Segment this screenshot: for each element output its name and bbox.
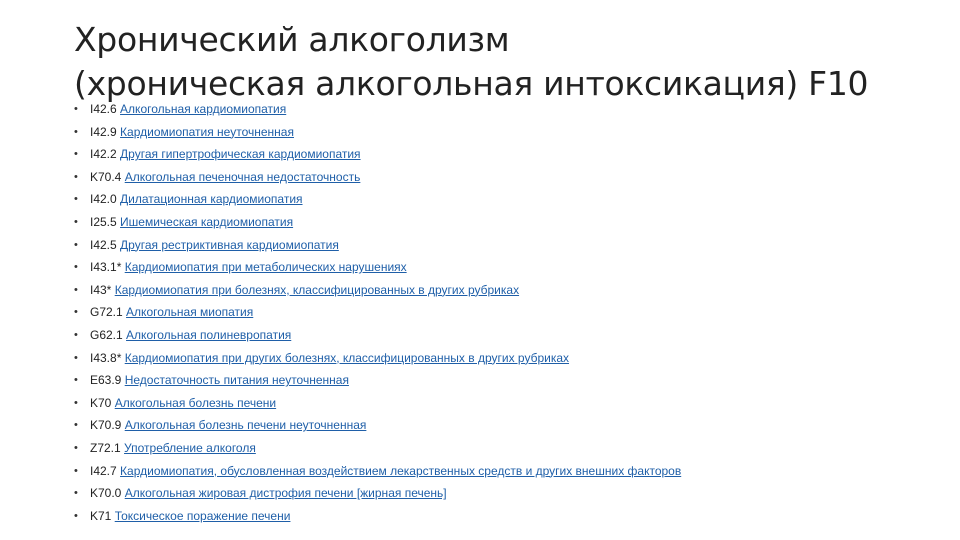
list-item bbox=[74, 460, 681, 483]
icd-code: I42.9 bbox=[90, 124, 117, 139]
diagnosis-link[interactable]: Токсическое поражение печени bbox=[114, 508, 291, 523]
icd-code: K70 bbox=[90, 395, 112, 410]
list-item bbox=[74, 392, 681, 415]
bullet-icon: • bbox=[74, 419, 78, 432]
bullet-icon: • bbox=[74, 351, 78, 364]
bullet-icon: • bbox=[74, 464, 78, 477]
bullet-icon: • bbox=[74, 509, 78, 522]
list-item bbox=[74, 279, 681, 302]
diagnosis-link[interactable]: Кардиомиопатия, обусловленная воздействием лекарственных средств и других внешних факторов bbox=[120, 463, 682, 478]
list-item bbox=[74, 505, 681, 528]
icd-code: I42.2 bbox=[90, 147, 117, 162]
list-item bbox=[74, 437, 681, 460]
bullet-icon: • bbox=[74, 487, 78, 500]
diagnosis-link[interactable]: Недостаточность питания неуточненная bbox=[124, 373, 349, 388]
diagnosis-link[interactable]: Алкогольная миопатия bbox=[126, 305, 254, 320]
bullet-icon: • bbox=[74, 193, 78, 206]
diagnosis-link[interactable]: Алкогольная печеночная недостаточность bbox=[124, 169, 361, 184]
diagnosis-link[interactable]: Алкогольная болезнь печени bbox=[114, 395, 277, 410]
icd-code: K70.0 bbox=[90, 486, 122, 501]
icd-code: I43.8* bbox=[90, 350, 122, 365]
diagnosis-link[interactable]: Алкогольная жировая дистрофия печени [жирная печень] bbox=[124, 486, 447, 501]
bullet-icon: • bbox=[74, 441, 78, 454]
list-item bbox=[74, 166, 681, 189]
diagnosis-link[interactable]: Употребление алкоголя bbox=[124, 440, 256, 455]
icd-code: I25.5 bbox=[90, 214, 117, 229]
list-item bbox=[74, 256, 681, 279]
bullet-icon: • bbox=[74, 328, 78, 341]
list-item bbox=[74, 414, 681, 437]
diagnosis-link[interactable]: Кардиомиопатия при метаболических нарушениях bbox=[124, 260, 407, 275]
bullet-icon: • bbox=[74, 374, 78, 387]
list-item bbox=[74, 482, 681, 505]
diagnosis-link[interactable]: Другая рестриктивная кардиомиопатия bbox=[120, 237, 339, 252]
diagnosis-link[interactable]: Другая гипертрофическая кардиомиопатия bbox=[120, 147, 361, 162]
diagnosis-link[interactable]: Ишемическая кардиомиопатия bbox=[120, 214, 294, 229]
icd-code: I42.0 bbox=[90, 192, 117, 207]
bullet-icon: • bbox=[74, 283, 78, 296]
list-item bbox=[74, 211, 681, 234]
slide-title bbox=[74, 18, 944, 106]
list-item bbox=[74, 301, 681, 324]
icd-code: G62.1 bbox=[90, 327, 123, 342]
slide-title-line-1: Хронический алкоголизм bbox=[74, 20, 510, 59]
icd-code: Z72.1 bbox=[90, 440, 121, 455]
bullet-icon: • bbox=[74, 170, 78, 183]
bullet-icon: • bbox=[74, 103, 78, 115]
diagnosis-link[interactable]: Алкогольная полиневропатия bbox=[126, 327, 292, 342]
bullet-icon: • bbox=[74, 261, 78, 274]
bullet-icon: • bbox=[74, 125, 78, 138]
list-item bbox=[74, 324, 681, 347]
icd-code: I42.6 bbox=[90, 102, 117, 116]
list-item bbox=[74, 234, 681, 257]
diagnosis-link[interactable]: Дилатационная кардиомиопатия bbox=[120, 192, 303, 207]
list-item bbox=[74, 347, 681, 370]
bullet-icon: • bbox=[74, 215, 78, 228]
icd-code: E63.9 bbox=[90, 373, 122, 388]
icd-code: K70.4 bbox=[90, 169, 122, 184]
diagnosis-link[interactable]: Кардиомиопатия при болезнях, классифицированных в других рубриках bbox=[114, 282, 520, 297]
bullet-icon: • bbox=[74, 306, 78, 319]
diagnosis-link[interactable]: Кардиомиопатия неуточненная bbox=[120, 124, 294, 139]
list-item bbox=[74, 98, 681, 121]
icd-code: K70.9 bbox=[90, 418, 122, 433]
icd-code: I42.5 bbox=[90, 237, 117, 252]
bullet-icon: • bbox=[74, 396, 78, 409]
diagnosis-link[interactable]: Кардиомиопатия при других болезнях, классифицированных в других рубриках bbox=[124, 350, 570, 365]
bullet-icon: • bbox=[74, 238, 78, 251]
list-item bbox=[74, 369, 681, 392]
list-item bbox=[74, 188, 681, 211]
icd-code-list bbox=[74, 98, 681, 527]
icd-code: I43* bbox=[90, 282, 112, 297]
icd-code: I43.1* bbox=[90, 260, 122, 275]
icd-code: G72.1 bbox=[90, 305, 123, 320]
list-item bbox=[74, 121, 681, 144]
icd-code: K71 bbox=[90, 508, 112, 523]
slide-title-line-2: (хроническая алкогольная интоксикация) F10 bbox=[74, 64, 869, 103]
diagnosis-link[interactable]: Алкогольная болезнь печени неуточненная bbox=[124, 418, 367, 433]
diagnosis-link[interactable]: Алкогольная кардиомиопатия bbox=[120, 102, 287, 116]
icd-code: I42.7 bbox=[90, 463, 117, 478]
list-item bbox=[74, 143, 681, 166]
bullet-icon: • bbox=[74, 148, 78, 161]
